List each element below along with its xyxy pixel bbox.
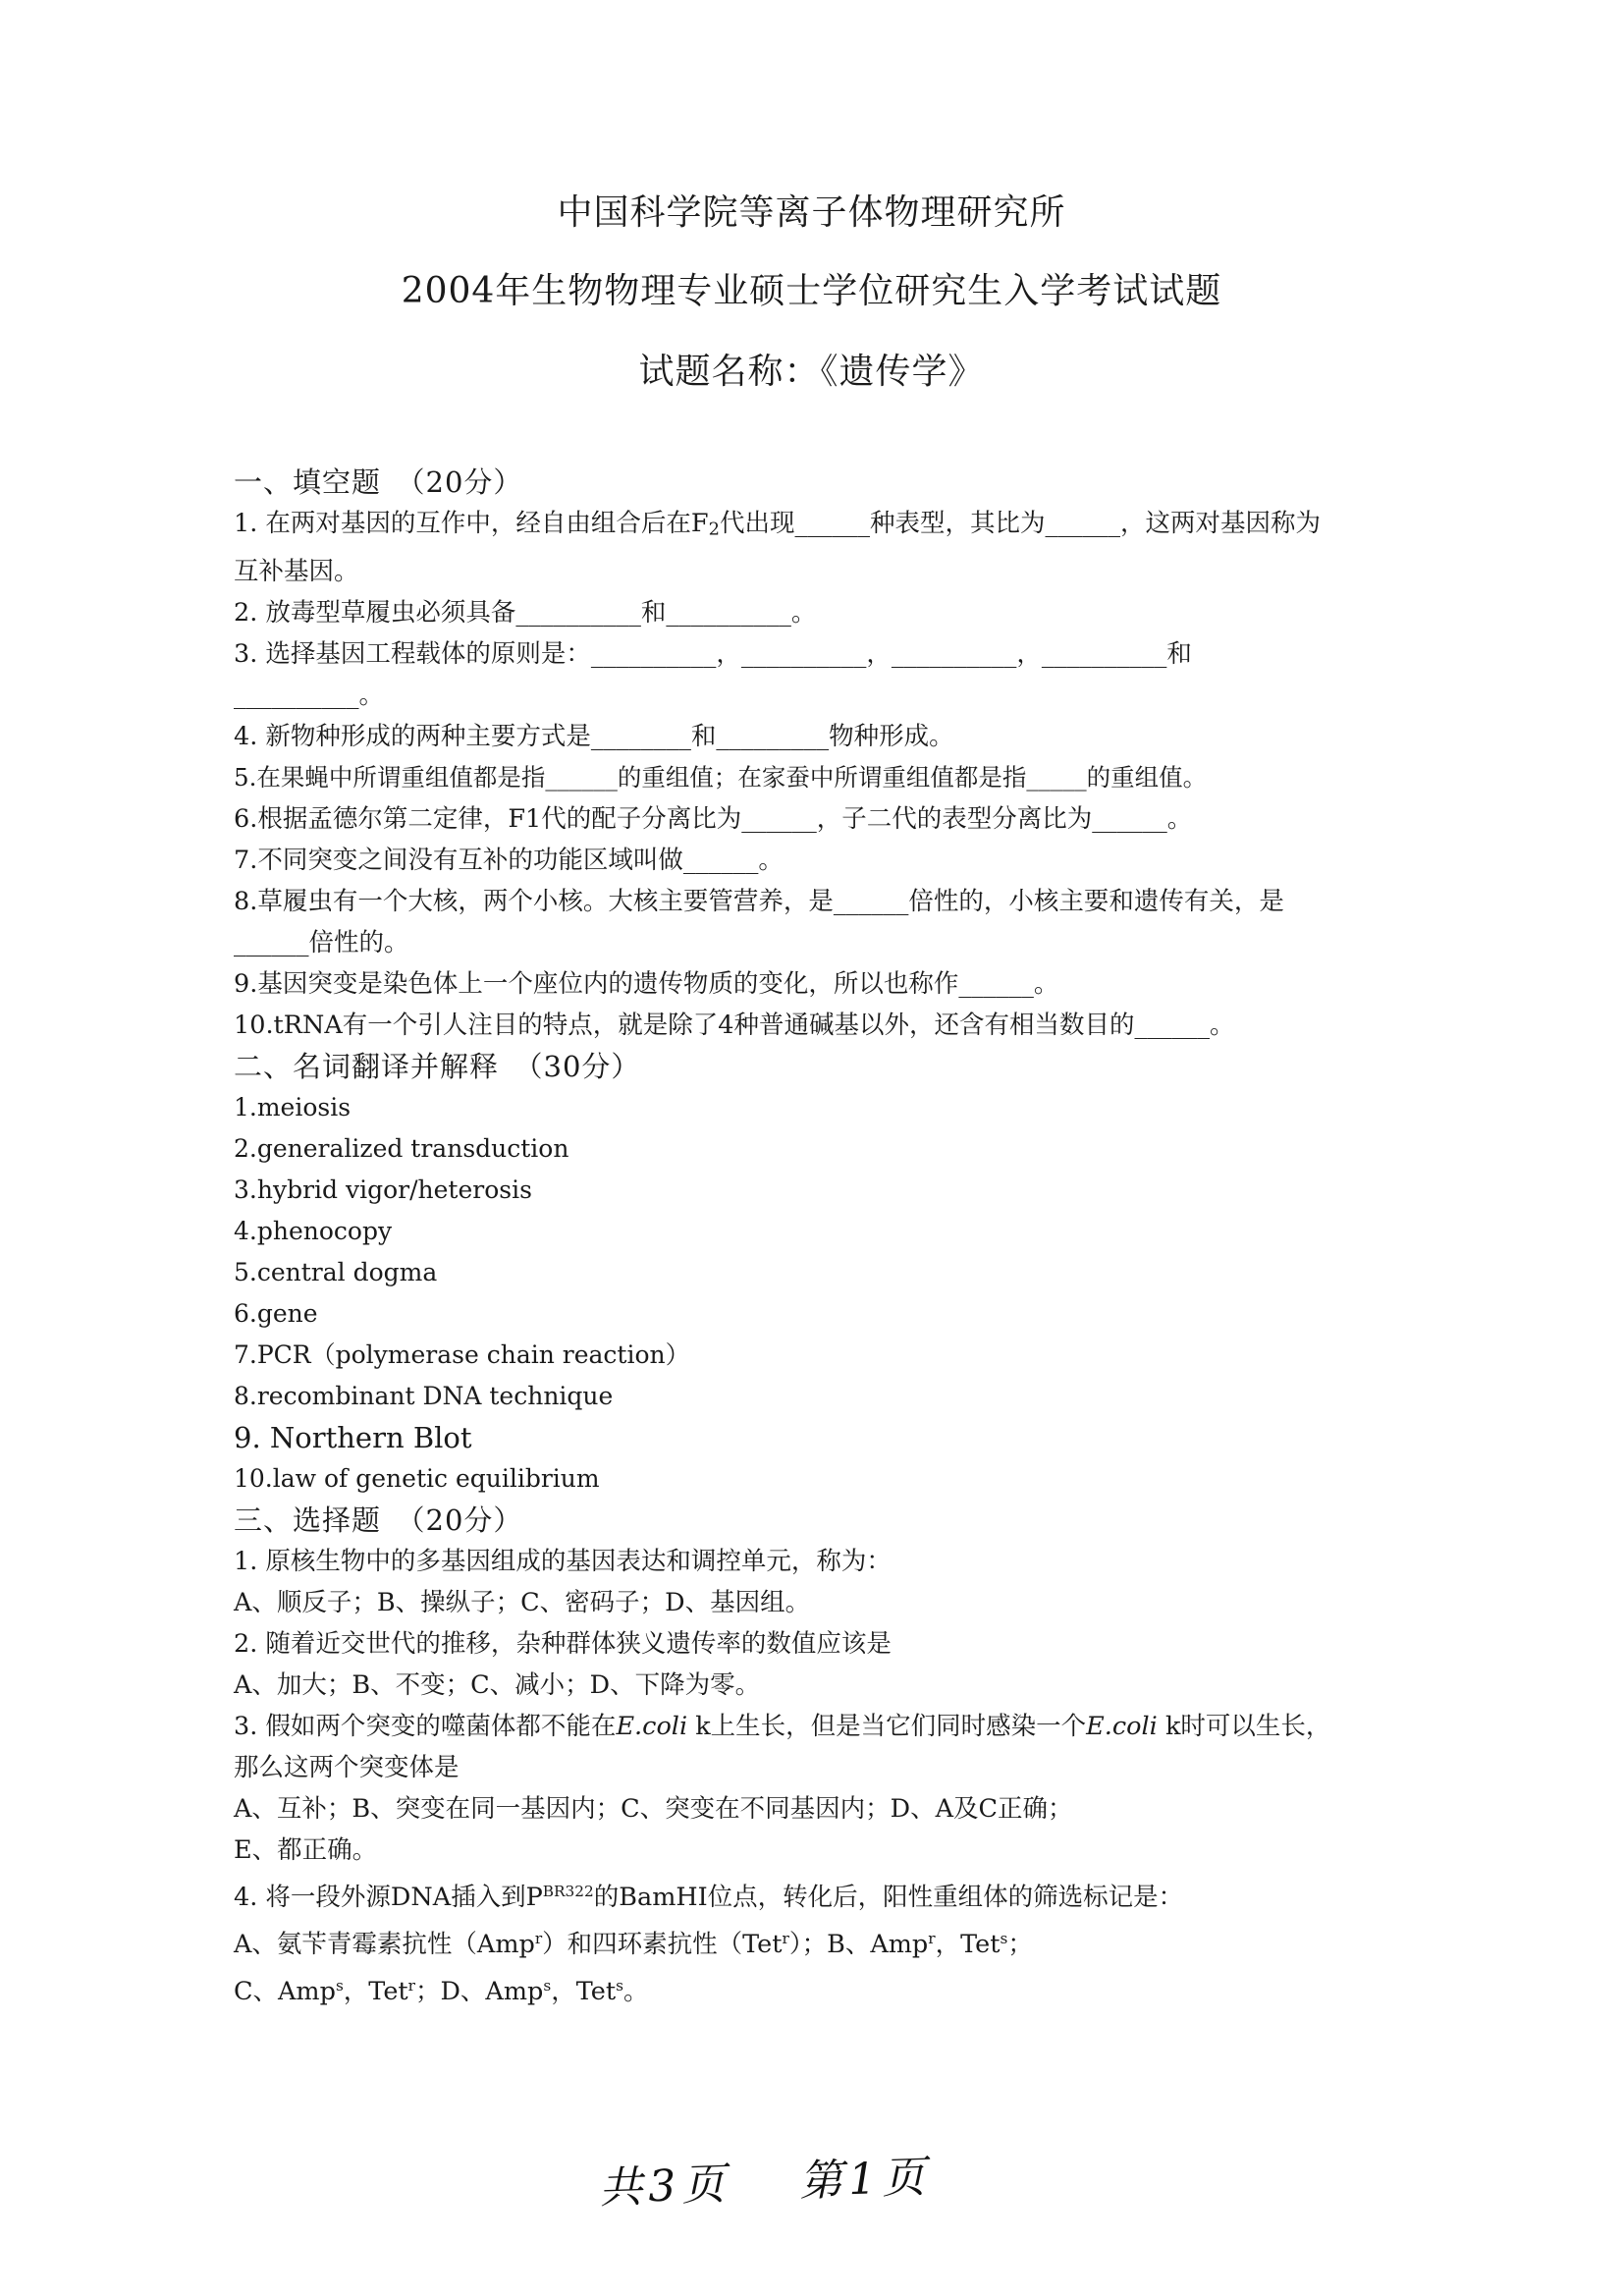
term-3: 3.hybrid vigor/heterosis xyxy=(234,1175,532,1204)
option-text: ；D、Amp xyxy=(414,1977,544,2007)
option-text: 。 xyxy=(622,1977,649,2007)
question-text: k上生长，但是当它们同时感染一个 xyxy=(687,1711,1087,1741)
option-text: ； xyxy=(1007,1929,1033,1959)
section-3-title: 三、选择题 （20分） xyxy=(234,1503,523,1537)
question-3-4-options xyxy=(234,1918,1333,1965)
term-9: 9. Northern Blot xyxy=(234,1420,472,1454)
question-text: 1. 在两对基因的互作中，经自由组合后在F xyxy=(234,509,709,538)
term-2: 2.generalized transduction xyxy=(234,1133,569,1163)
option-text: ，Tet xyxy=(935,1929,1001,1959)
superscript: s xyxy=(616,1976,623,1995)
question-text: 的BamHI位点，转化后，阳性重组体的筛选标记是： xyxy=(593,1882,1184,1912)
term-7: 7.PCR（polymerase chain reaction） xyxy=(234,1339,690,1369)
option-text: ）和四环素抗性（Tet xyxy=(542,1929,783,1959)
option-text: A、氨苄青霉素抗性（Amp xyxy=(234,1929,535,1959)
question-3-3 xyxy=(234,1706,1333,1788)
superscript: s xyxy=(335,1976,344,1995)
question-text: 3. 假如两个突变的噬菌体都不能在 xyxy=(234,1711,617,1741)
current-page: 第1页 xyxy=(798,2152,932,2207)
question-3-2: 2. 随着近交世代的推移，杂种群体狭义遗传率的数值应该是 xyxy=(234,1628,892,1659)
question-1-10: 10.tRNA有一个引人注目的特点，就是除了4种普通碱基以外，还含有相当数目的______。 xyxy=(234,1010,1235,1040)
superscript: r xyxy=(782,1929,789,1947)
question-text: 4. 将一段外源DNA插入到P xyxy=(234,1882,543,1912)
question-3-2-options: A、加大；B、不变；C、减小；D、下降为零。 xyxy=(234,1669,761,1700)
term-6: 6.gene xyxy=(234,1298,318,1328)
option-text: C、Amp xyxy=(234,1977,336,2007)
question-1-4: 4. 新物种形成的两种主要方式是________和_________物种形成。 xyxy=(234,721,954,751)
option-text: ）；B、Amp xyxy=(788,1929,929,1959)
question-1-7: 7.不同突变之间没有互补的功能区域叫做______。 xyxy=(234,845,784,875)
term-1: 1.meiosis xyxy=(234,1092,352,1121)
superscript: s xyxy=(1000,1929,1008,1947)
question-3-4-options-2 xyxy=(234,1965,1333,2012)
question-1-5: 5.在果蝇中所谓重组值都是指______的重组值；在家蚕中所谓重组值都是指_____的重组值。 xyxy=(234,762,1208,792)
question-1-2: 2. 放毒型草履虫必须具备__________和__________。 xyxy=(234,597,817,628)
subscript: 2 xyxy=(708,519,720,540)
question-1-6: 6.根据孟德尔第二定律，F1代的配子分离比为______，子二代的表型分离比为______。 xyxy=(234,803,1193,834)
option-text: ，Tet xyxy=(551,1977,617,2007)
question-1-1 xyxy=(234,503,1333,592)
term-5: 5.central dogma xyxy=(234,1257,438,1286)
superscript: r xyxy=(928,1929,936,1947)
superscript: BR322 xyxy=(542,1882,594,1900)
superscript: s xyxy=(543,1976,552,1995)
question-text: 代出现______种表型，其比为______，这两对基因称为互补基因。 xyxy=(234,509,1322,586)
subject-title: 试题名称：《遗传学》 xyxy=(638,352,985,392)
question-1-8: 8.草履虫有一个大核，两个小核。大核主要管营养，是______倍性的，小核主要和遗传有关，是______倍性的。 xyxy=(234,886,1284,957)
term-4: 4.phenocopy xyxy=(234,1216,393,1245)
question-3-1-options: A、顺反子；B、操纵子；C、密码子；D、基因组。 xyxy=(234,1587,811,1617)
species-name: E.coli xyxy=(616,1711,688,1741)
section-1-title: 一、填空题 （20分） xyxy=(234,465,523,499)
question-text: k时可以生长，那么这两个突变体是 xyxy=(234,1711,1331,1782)
institute-title: 中国科学院等离子体物理研究所 xyxy=(557,192,1066,233)
question-3-3-options: A、互补；B、突变在同一基因内；C、突变在不同基因内；D、A及C正确； xyxy=(234,1793,1073,1824)
exam-body xyxy=(234,462,1333,2012)
option-text: ，Tet xyxy=(343,1977,408,2007)
total-pages: 共3页 xyxy=(598,2159,732,2214)
question-3-3-options-2: E、都正确。 xyxy=(234,1834,378,1865)
species-name: E.coli xyxy=(1086,1711,1158,1741)
term-8: 8.recombinant DNA technique xyxy=(234,1381,614,1410)
section-2-title: 二、名词翻译并解释 （30分） xyxy=(234,1049,641,1083)
superscript: r xyxy=(534,1929,543,1947)
superscript: r xyxy=(407,1976,415,1995)
exam-title: 2004年生物物理专业硕士学位研究生入学考试试题 xyxy=(401,271,1222,311)
page-footer xyxy=(598,2139,1001,2215)
question-3-4 xyxy=(234,1871,1333,1918)
question-1-3: 3. 选择基因工程载体的原则是：__________，__________，__________，__________和__________。 xyxy=(234,638,1192,710)
term-10: 10.law of genetic equilibrium xyxy=(234,1463,600,1493)
question-3-1: 1. 原核生物中的多基因组成的基因表达和调控单元，称为： xyxy=(234,1546,892,1576)
question-1-9: 9.基因突变是染色体上一个座位内的遗传物质的变化，所以也称作______。 xyxy=(234,968,1059,999)
